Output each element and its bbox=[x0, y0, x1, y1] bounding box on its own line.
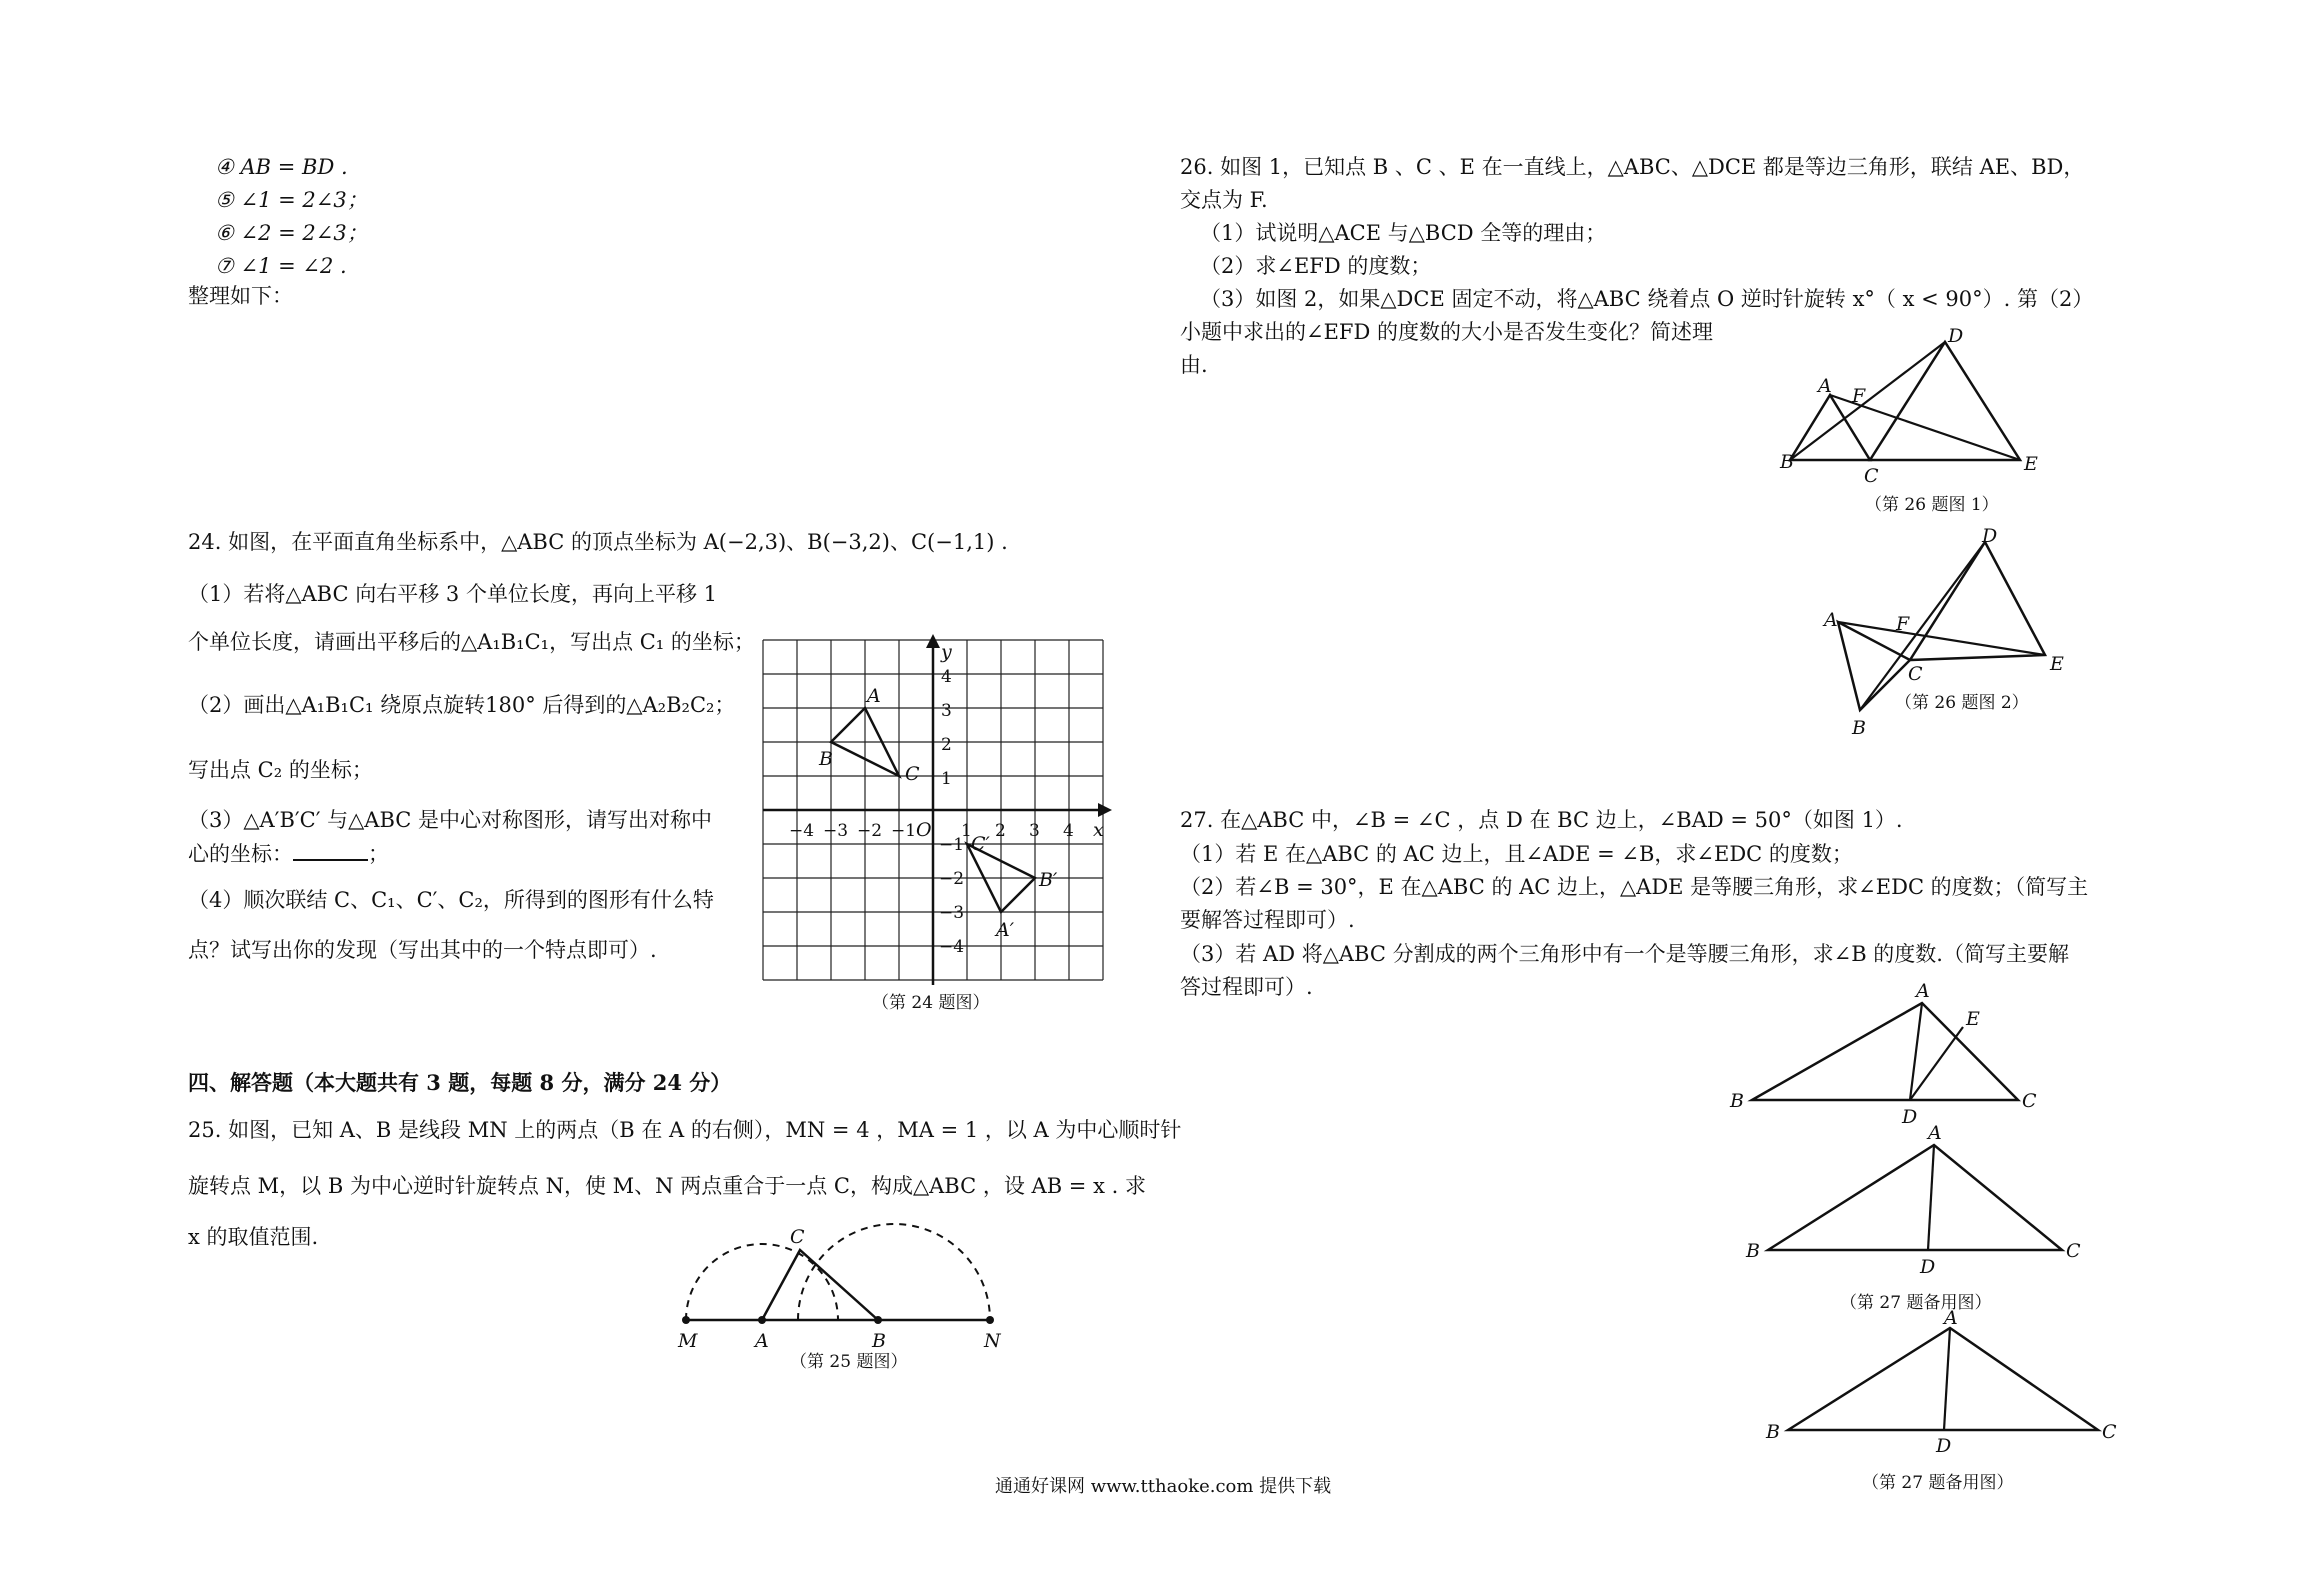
tick-y-2: 2 bbox=[941, 735, 952, 755]
answer-blank bbox=[293, 858, 368, 861]
tick-y-1: 1 bbox=[941, 769, 952, 789]
q24-part4b: 点？试写出你的发现（写出其中的一个特点即可）. bbox=[188, 938, 657, 962]
q27-part1: （1）若 E 在△ABC 的 AC 边上，且∠ADE = ∠B，求∠EDC 的度数； bbox=[1180, 842, 1853, 866]
label-a: A bbox=[1824, 609, 1838, 631]
label-b: B bbox=[872, 1330, 886, 1352]
label-a: A bbox=[1944, 1307, 1958, 1329]
q24-part2a: （2）画出△A₁B₁C₁ 绕原点旋转180° 后得到的△A₂B₂C₂； bbox=[188, 693, 736, 717]
x-axis-label: x bbox=[1093, 819, 1104, 841]
label-d: D bbox=[1920, 1256, 1936, 1278]
point-a-prime-label: A′ bbox=[996, 919, 1015, 941]
q25-line1: 25. 如图，已知 A、B 是线段 MN 上的两点（B 在 A 的右侧），MN = 4 ，MA = 1 ，以 A 为中心顺时针 bbox=[188, 1118, 1182, 1142]
list-item-7: ⑦ ∠1 = ∠2 . bbox=[215, 254, 347, 278]
tick-x--3: −3 bbox=[823, 821, 849, 841]
q27-backup-caption-1: （第 27 题备用图） bbox=[1840, 1293, 1992, 1313]
tick-x--4: −4 bbox=[789, 821, 815, 841]
label-c: C bbox=[2022, 1090, 2037, 1112]
tick-x-1: 1 bbox=[961, 821, 972, 841]
q24-part3b: 心的坐标： ； bbox=[188, 842, 389, 866]
label-e: E bbox=[2024, 453, 2038, 475]
q26-part3b: 小题中求出的∠EFD 的度数的大小是否发生变化？简述理 bbox=[1180, 320, 1714, 344]
q27-part2b: 要解答过程即可）. bbox=[1180, 908, 1355, 932]
q27-line1: 27. 在△ABC 中，∠B = ∠C ，点 D 在 BC 边上，∠BAD = 50°（如图 1）. bbox=[1180, 808, 1903, 832]
tick-y-4: 4 bbox=[941, 667, 952, 687]
q26-part2: （2）求∠EFD 的度数； bbox=[1200, 254, 1432, 278]
q25-line2: 旋转点 M，以 B 为中心逆时针旋转点 N，使 M、N 两点重合于一点 C，构成△ABC ，设 AB = x . 求 bbox=[188, 1174, 1146, 1198]
label-a: A bbox=[1916, 980, 1930, 1002]
label-n: N bbox=[984, 1330, 1001, 1352]
q27-backup-caption-2: （第 27 题备用图） bbox=[1862, 1473, 2014, 1493]
q24-stem: 24. 如图，在平面直角坐标系中，△ABC 的顶点坐标为 A(−2,3)、B(−3,2)、C(−1,1) . bbox=[188, 530, 1008, 554]
tick-x-2: 2 bbox=[995, 821, 1006, 841]
q24-caption: （第 24 题图） bbox=[872, 993, 990, 1013]
label-f: F bbox=[1852, 385, 1866, 407]
label-b: B bbox=[1852, 717, 1866, 739]
q26-line2: 交点为 F. bbox=[1180, 188, 1268, 212]
q25-figure bbox=[660, 1195, 1001, 1352]
point-a-label: A bbox=[867, 685, 881, 707]
label-c: C bbox=[2102, 1421, 2117, 1443]
label-d: D bbox=[1902, 1106, 1918, 1128]
label-f: F bbox=[1896, 613, 1910, 635]
point-m bbox=[682, 1316, 690, 1324]
x-axis-arrow bbox=[1098, 803, 1112, 817]
q25-line3: x 的取值范围. bbox=[188, 1225, 319, 1249]
footer-text: 通通好课网 www.tthaoke.com 提供下载 bbox=[995, 1476, 1332, 1497]
q26-part3: （3）如图 2，如果△DCE 固定不动，将△ABC 绕着点 O 逆时针旋转 x°（ x < 90°）. 第（2） bbox=[1200, 287, 2094, 311]
q26-figure-1 bbox=[1780, 325, 2040, 487]
arc-from-n bbox=[798, 1224, 990, 1320]
label-m: M bbox=[678, 1330, 698, 1352]
label-b: B bbox=[1746, 1240, 1760, 1262]
q27-part3a: （3）若 AD 将△ABC 分割成的两个三角形中有一个是等腰三角形，求∠B 的度数.（简写主要解 bbox=[1180, 942, 2069, 966]
label-d: D bbox=[1982, 525, 1998, 547]
label-c: C bbox=[790, 1226, 805, 1248]
label-b: B bbox=[1730, 1090, 1744, 1112]
q26-caption-1: （第 26 题图 1） bbox=[1865, 495, 1999, 515]
label-d: D bbox=[1936, 1435, 1952, 1457]
point-c-label: C bbox=[905, 763, 920, 785]
q24-part4a: （4）顺次联结 C、C₁、C′、C₂，所得到的图形有什么特 bbox=[188, 888, 714, 912]
q24-part1a: （1）若将△ABC 向右平移 3 个单位长度，再向上平移 1 bbox=[188, 582, 717, 606]
q27-part3b: 答过程即可）. bbox=[1180, 975, 1313, 999]
label-d: D bbox=[1948, 325, 1964, 347]
q25-caption: （第 25 题图） bbox=[790, 1352, 908, 1372]
label-b: B bbox=[1780, 451, 1794, 473]
tick-y--4: −4 bbox=[939, 937, 965, 957]
q24-part2b: 写出点 C₂ 的坐标； bbox=[188, 758, 373, 782]
label-e: E bbox=[2050, 653, 2064, 675]
point-b-prime-label: B′ bbox=[1039, 869, 1058, 891]
triangle-dce-26b bbox=[1910, 542, 2045, 660]
label-a: A bbox=[1928, 1122, 1942, 1144]
segment-bd bbox=[1790, 342, 1945, 460]
tick-y--2: −2 bbox=[939, 869, 965, 889]
q27-figure-1 bbox=[1730, 980, 2037, 1128]
q27-backup-figure-1 bbox=[1740, 1122, 2081, 1278]
label-c: C bbox=[2066, 1240, 2081, 1262]
tick-y-3: 3 bbox=[941, 701, 952, 721]
triangle-abc-27c bbox=[1788, 1328, 2098, 1430]
triangle-abc-25 bbox=[762, 1250, 878, 1320]
point-b bbox=[874, 1316, 882, 1324]
tick-y--3: −3 bbox=[939, 903, 965, 923]
list-item-5: ⑤ ∠1 = 2∠3； bbox=[215, 188, 368, 212]
point-n bbox=[986, 1316, 994, 1324]
arc-from-m bbox=[686, 1244, 838, 1320]
triangle-abc-27b bbox=[1768, 1145, 2062, 1250]
q26-caption-2: （第 26 题图 2） bbox=[1895, 693, 2029, 713]
segment-ad-3 bbox=[1944, 1328, 1950, 1430]
q24-part3a: （3）△A′B′C′ 与△ABC 是中心对称图形，请写出对称中 bbox=[188, 808, 713, 832]
q24-part1b: 个单位长度，请画出平移后的△A₁B₁C₁，写出点 C₁ 的坐标； bbox=[188, 630, 755, 654]
section-4-heading: 四、解答题（本大题共有 3 题，每题 8 分，满分 24 分） bbox=[188, 1070, 732, 1095]
q26-part1: （1）试说明△ACE 与△BCD 全等的理由； bbox=[1200, 221, 1607, 245]
organize-text: 整理如下： bbox=[188, 284, 293, 308]
label-c: C bbox=[1908, 663, 1923, 685]
segment-ad-2 bbox=[1928, 1145, 1934, 1250]
q24-coordinate-grid bbox=[763, 640, 1103, 990]
label-a: A bbox=[1818, 375, 1832, 397]
list-item-4: ④ AB = BD . bbox=[215, 155, 348, 179]
label-a: A bbox=[755, 1330, 769, 1352]
label-c: C bbox=[1864, 465, 1879, 487]
triangle-dce-26a bbox=[1870, 342, 2020, 460]
point-a bbox=[758, 1316, 766, 1324]
tick-x--2: −2 bbox=[857, 821, 883, 841]
label-b: B bbox=[1766, 1421, 1780, 1443]
point-c-prime-label: C′ bbox=[971, 833, 990, 855]
y-axis-arrow bbox=[926, 634, 940, 648]
q27-backup-figure-2 bbox=[1760, 1307, 2117, 1457]
tick-x-4: 4 bbox=[1063, 821, 1074, 841]
tick-x--1: −1 bbox=[891, 821, 917, 841]
label-e: E bbox=[1966, 1008, 1980, 1030]
q27-part2a: （2）若∠B = 30°，E 在△ABC 的 AC 边上，△ADE 是等腰三角形，求∠EDC 的度数；（简写主 bbox=[1180, 875, 2089, 899]
point-b-label: B bbox=[819, 748, 833, 770]
origin-label: O bbox=[916, 819, 932, 841]
tick-y--1: −1 bbox=[939, 835, 965, 855]
list-item-6: ⑥ ∠2 = 2∠3； bbox=[215, 221, 368, 245]
y-axis-label: y bbox=[941, 641, 952, 663]
q26-part3c: 由. bbox=[1180, 353, 1208, 377]
tick-x-3: 3 bbox=[1029, 821, 1040, 841]
q26-line1: 26. 如图 1，已知点 B 、C 、E 在一直线上，△ABC、△DCE 都是等边三角形，联结 AE、BD， bbox=[1180, 155, 2085, 179]
